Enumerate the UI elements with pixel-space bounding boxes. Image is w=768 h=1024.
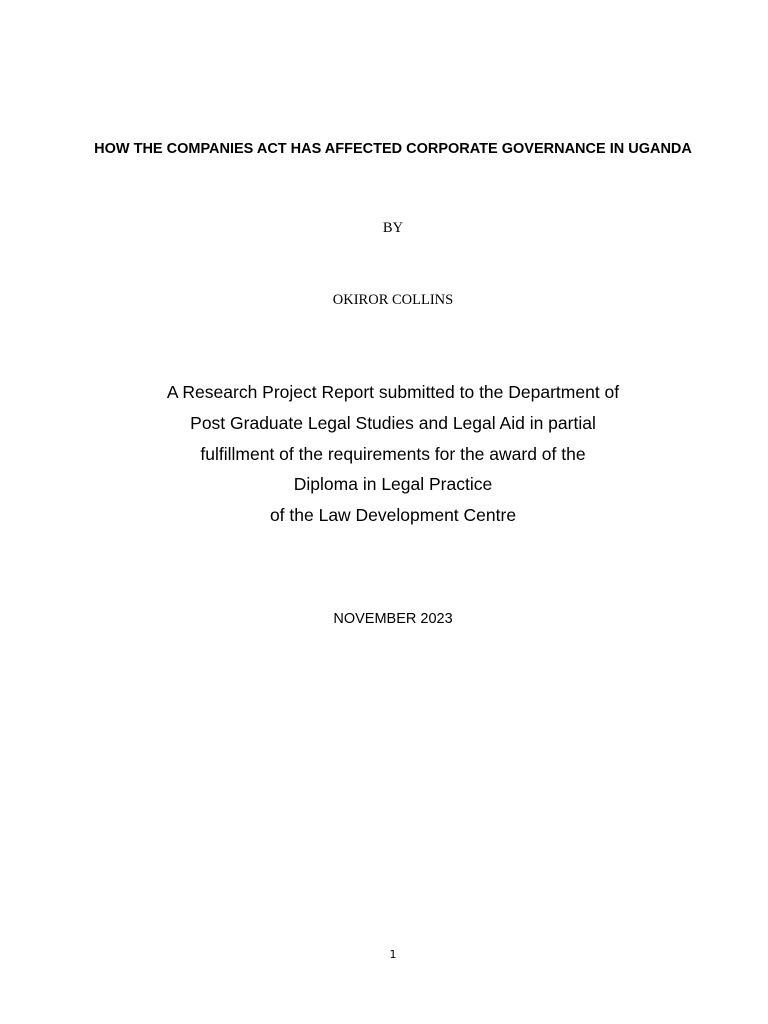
statement-line: Post Graduate Legal Studies and Legal Aid in partial (190, 412, 596, 433)
statement-line: A Research Project Report submitted to the Department of (166, 382, 620, 402)
submission-statement (0, 380, 768, 534)
statement-line: of the Law Development Centre (269, 505, 517, 526)
statement-line: fulfillment of the requirements for the award of the (200, 443, 586, 464)
statement-line: Diploma in Legal Practice (293, 474, 493, 495)
page-number: 1 (389, 948, 397, 961)
author-name: OKIROR COLLINS (332, 292, 454, 308)
document-title: HOW THE COMPANIES ACT HAS AFFECTED CORPORATE GOVERNANCE IN UGANDA (94, 141, 692, 157)
by-line: BY (382, 220, 404, 236)
submission-date: NOVEMBER 2023 (333, 611, 453, 627)
